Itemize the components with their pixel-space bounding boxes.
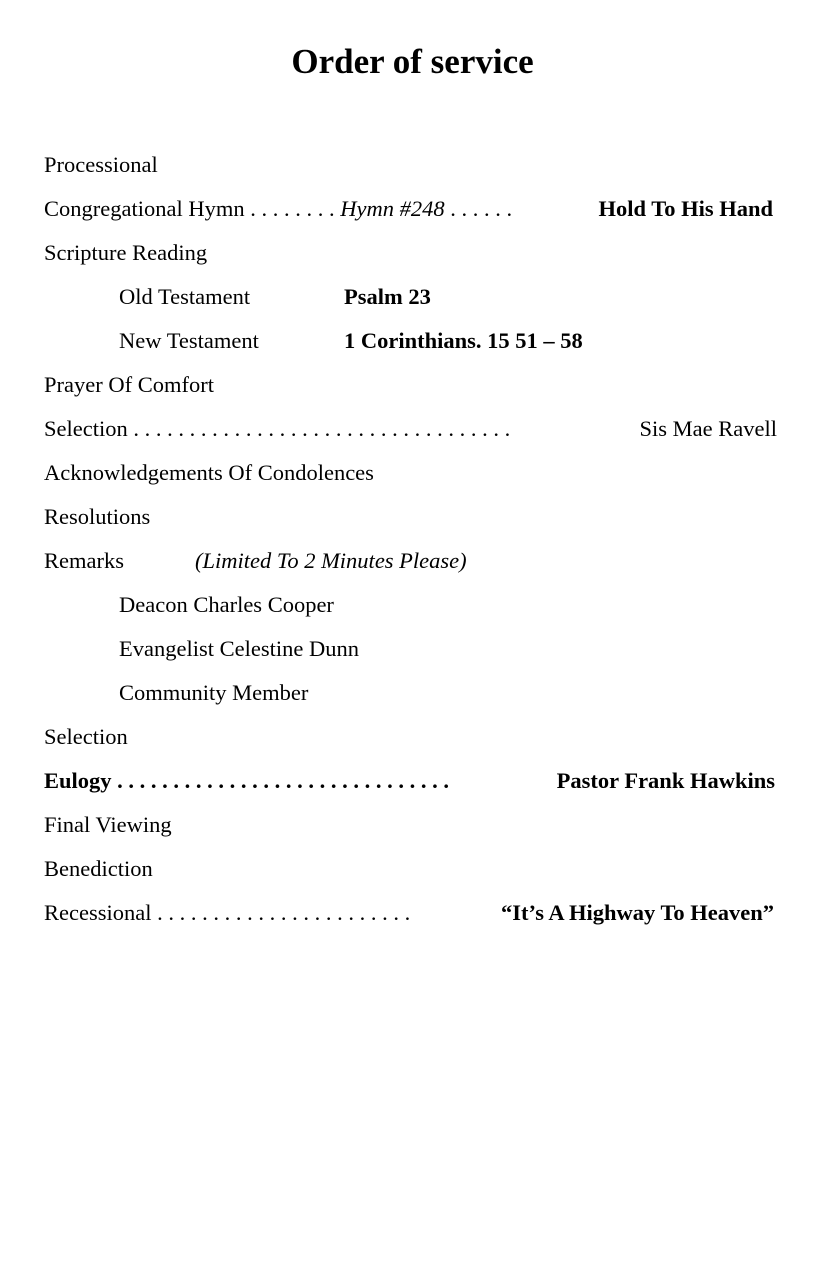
new-testament-value: 1 Corinthians. 15 51 – 58: [344, 328, 583, 353]
resolutions: Resolutions: [44, 504, 151, 529]
speaker: Deacon Charles Cooper: [119, 592, 334, 617]
dot-leader: . . . . . . . . . . . . . . . . . . . . . . . . . . . . . .: [111, 768, 450, 793]
new-testament-label: New Testament: [119, 328, 259, 353]
dot-leader: . . . . . . . . . . . . . . . . . . . . . . .: [151, 900, 411, 925]
scripture-reading: Scripture Reading: [44, 240, 208, 265]
selection-2: Selection: [44, 724, 128, 749]
acknowledgements: Acknowledgements Of Condolences: [44, 460, 374, 485]
selection-1: [44, 416, 510, 442]
old-testament-value: Psalm 23: [344, 284, 431, 309]
eulogy: [44, 768, 449, 794]
hymn-name: Hold To His Hand: [598, 196, 773, 221]
selection-label: Selection: [44, 416, 128, 441]
hymn-label: Congregational Hymn: [44, 196, 245, 221]
selection-performer: Sis Mae Ravell: [639, 416, 777, 441]
recessional-song: “It’s A Highway To Heaven”: [501, 900, 774, 925]
recessional-label: Recessional: [44, 900, 152, 925]
processional: Processional: [44, 152, 158, 177]
dot-leader: . . . . . . . . . . . . . . . . . . . . . . . . . . . . . . . . . .: [127, 416, 511, 441]
old-testament-label: Old Testament: [119, 284, 251, 309]
eulogy-speaker: Pastor Frank Hawkins: [556, 768, 775, 793]
remarks-label: Remarks: [44, 548, 124, 573]
prayer-of-comfort: Prayer Of Comfort: [44, 372, 214, 397]
speaker: Community Member: [119, 680, 309, 705]
benediction: Benediction: [44, 856, 153, 881]
dot-leader: . . . . . . . .: [244, 196, 341, 221]
recessional: [44, 900, 410, 926]
speaker: Evangelist Celestine Dunn: [119, 636, 359, 661]
congregational-hymn: [44, 196, 512, 222]
dot-leader: . . . . . .: [444, 196, 513, 221]
remarks-note: (Limited To 2 Minutes Please): [195, 548, 467, 573]
page-title: Order of service: [291, 42, 534, 81]
final-viewing: Final Viewing: [44, 812, 172, 837]
hymn-number: Hymn #248: [340, 196, 445, 221]
eulogy-label: Eulogy: [44, 768, 112, 793]
